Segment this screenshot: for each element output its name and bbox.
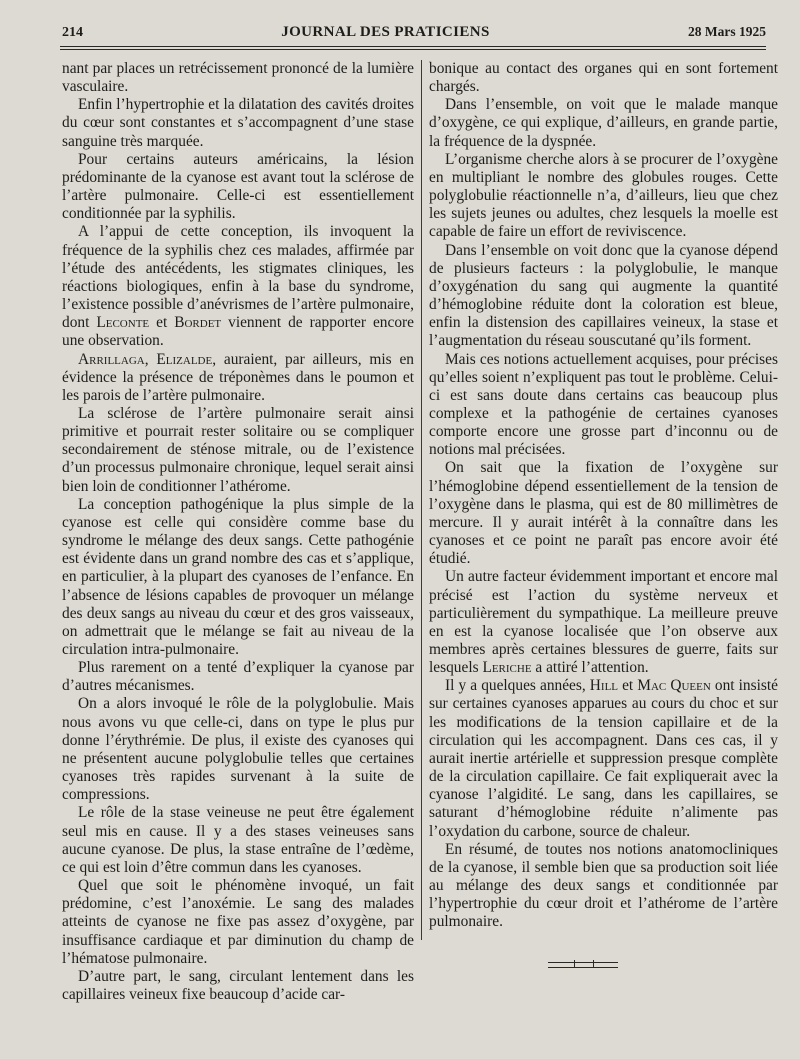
paragraph [429, 677, 778, 840]
paragraph [62, 804, 414, 877]
text-run: et [149, 314, 175, 332]
text-run: Un autre facteur évidemment important et encore mal précisé est l’action du système nerveux et particulièrement du sympathique. La meilleure preuve en est la cyanose localisée que l’on observe aux membres après certaines blessures de guerre, faits sur lesquels [429, 568, 778, 677]
column-divider [421, 60, 422, 940]
text-run: Le rôle de la stase veineuse ne peut être également seul mis en cause. Il y a des stases veineuses sans aucune cyanose. De plus, la stase entraîne de l’œdème, ce qui est loin d’être commun dans les cyanoses. [62, 804, 414, 876]
text-run: viennent de rapporter encore une observation. [62, 314, 414, 350]
author-name: Bordet [174, 314, 222, 332]
text-run: En résumé, de toutes nos notions anatomocliniques de la cyanose, il semble bien que sa production soit liée au mélange des deux sangs et conditionnée par l’hypertrophie du cœur droit et l’athérome de l’artère pulmonaire. [429, 840, 778, 931]
paragraph [62, 351, 414, 405]
paragraph [62, 60, 414, 96]
paragraph [429, 151, 778, 242]
author-name: Leconte [96, 314, 150, 332]
paragraph [429, 96, 778, 150]
paragraph [62, 968, 414, 1004]
author-name: Arrillaga [78, 350, 145, 368]
text-run: La sclérose de l’artère pulmonaire serait ainsi primitive et pourrait rester solitaire ou se compliquer secondairement de sténose mitrale, ou de l’existence d’un processus pulmonaire chronique, lequel serait ainsi bien loin de conditionner l’athérome. [62, 404, 414, 495]
paragraph [429, 60, 778, 96]
paragraph [62, 659, 414, 695]
text-run: Dans l’ensemble on voit donc que la cyanose dépend de plusieurs facteurs : la polyglobulie, le manque d’oxygénation du sang qui augmente la quantité d’hémoglobine réduite dont la coloration est bleue, enfin la distension des capillaires veineux, la stase et l’augmentation du réseau souscutané qu’ils forment. [429, 241, 778, 350]
text-run: Quel que soit le phénomène invoqué, un fait prédomine, c’est l’anoxémie. Le sang des malades atteints de cyanose ne fixe pas assez d’oxygène, par insuffisance cardiaque et par diminution du champ de l’hématose pulmonaire. [62, 877, 414, 967]
text-run: L’organisme cherche alors à se procurer de l’oxygène en multipliant le nombre des globules rouges. Cette polyglobulie réactionnelle n’a, d’ailleurs, lieu que chez les sujets jeunes ou adultes, chez lesquels la moelle est capable de faire un effort de reviviscence. [429, 150, 778, 241]
author-name: Leriche [482, 659, 532, 677]
paragraph [62, 96, 414, 150]
page-header [62, 24, 766, 46]
text-run: On sait que la fixation de l’oxygène sur l’hémoglobine dépend essentiellement de la tension de l’oxygène dans le plasma, qui est de 80 millimètres de mercure. Il y aurait intérêt à la connaître dans les cyanoses et ce point ne paraît pas encore avoir été étudié. [429, 459, 778, 568]
issue-date: 28 Mars 1925 [688, 24, 766, 39]
author-name: Hill [589, 677, 619, 695]
journal-title: JOURNAL DES PRATICIENS [281, 24, 490, 40]
text-run: Dans l’ensemble, on voit que le malade manque d’oxygène, ce qui explique, d’ailleurs, en grande partie, la fréquence de la dyspnée. [429, 96, 778, 150]
text-run: , auraient, par ailleurs, mis en évidence la présence de tréponèmes dans le poumon et les parois de l’artère pulmonaire. [62, 350, 414, 404]
paragraph [62, 877, 414, 968]
paragraph [429, 459, 778, 568]
paragraph [429, 568, 778, 677]
author-name: Elizalde [156, 350, 213, 368]
text-run: ont insisté sur certaines cyanoses apparues au cours du choc et sur les modifications de la tension capillaire et de la circulation qui les accompagnent. Dans ces cas, il y aurait inertie artérielle et suppression presque complète de la circulation capillaire. Ce fait expliquerait avec la cyanose l’algidité. Le sang, dans les capillaires, se saturant d’hémoglobine réduite n’alimente pas l’oxydation du carbone, source de chaleur. [429, 677, 778, 840]
text-run: Pour certains auteurs américains, la lésion prédominante de la cyanose est avant tout la sclérose de l’artère pulmonaire. Celle-ci est essentiellement conditionnée par la syphilis. [62, 150, 414, 223]
paragraph [62, 223, 414, 350]
text-run: a attiré l’attention. [531, 659, 649, 677]
paragraph [429, 242, 778, 351]
text-run: bonique au contact des organes qui en sont fortement chargés. [429, 60, 778, 96]
tailpiece-ornament [548, 962, 618, 968]
text-run: On a alors invoqué le rôle de la polyglobulie. Mais nous avons vu que celle-ci, dans on type le plus pur donne l’érythrémie. De plus, il existe des cyanoses qui ne présentent aucune polyglobulie telles que certaines cyanoses très rapides survenant à la suite de compressions. [62, 695, 414, 804]
text-run: Enfin l’hypertrophie et la dilatation des cavités droites du cœur sont constantes et s’accompagnent d’une stase sanguine très marquée. [62, 96, 414, 150]
paragraph [62, 405, 414, 496]
header-rule [60, 46, 766, 47]
paragraph [62, 151, 414, 224]
text-run: Plus rarement on a tenté d’expliquer la cyanose par d’autres mécanismes. [62, 659, 414, 695]
author-name: Mac Queen [637, 677, 711, 695]
right-column [429, 60, 778, 932]
page-number: 214 [62, 25, 83, 40]
text-run: A l’appui de cette conception, ils invoquent la fréquence de la syphilis chez ces malades, affirmée par l’étude des antécédents, les stigmates cliniques, les réactions biologiques, enfin à la base du syndrome, l’existence possible d’anévrismes de l’artère pulmonaire, dont [62, 223, 414, 332]
text-run: , [144, 350, 157, 368]
paragraph [62, 695, 414, 804]
text-run: Mais ces notions actuellement acquises, pour précises qu’elles soient n’expliquent pas tout le problème. Celui-ci est sans doute dans certains cas beaucoup plus complexe et la pathogénie de certaines cyanoses comporte encore une grosse part d’inconnu ou de notions mal précisées. [429, 350, 778, 459]
header-rule-thin [60, 49, 766, 50]
paragraph [429, 351, 778, 460]
left-column [62, 60, 414, 1004]
text-run: nant par places un retrécissement prononcé de la lumière vasculaire. [62, 60, 414, 96]
text-run: Il y a quelques années, [445, 677, 590, 695]
text-run: D’autre part, le sang, circulant lentement dans les capillaires veineux fixe beaucoup d’acide car- [62, 967, 414, 1003]
text-run: La conception pathogénique la plus simple de la cyanose est celle qui considère comme base du syndrome le mélange des deux sangs. Cette pathogénie est évidente dans un grand nombre des cas et s’applique, en particulier, à la plupart des cyanoses de l’enfance. En l’absence de lésions capables de provoquer un mélange des deux sangs au niveau du cœur et des gros vaisseaux, on admettrait que le mélange se fait au niveau de la circulation intra-pulmonaire. [62, 495, 414, 658]
text-run: et [618, 677, 638, 695]
paragraph [429, 841, 778, 932]
paragraph [62, 496, 414, 659]
